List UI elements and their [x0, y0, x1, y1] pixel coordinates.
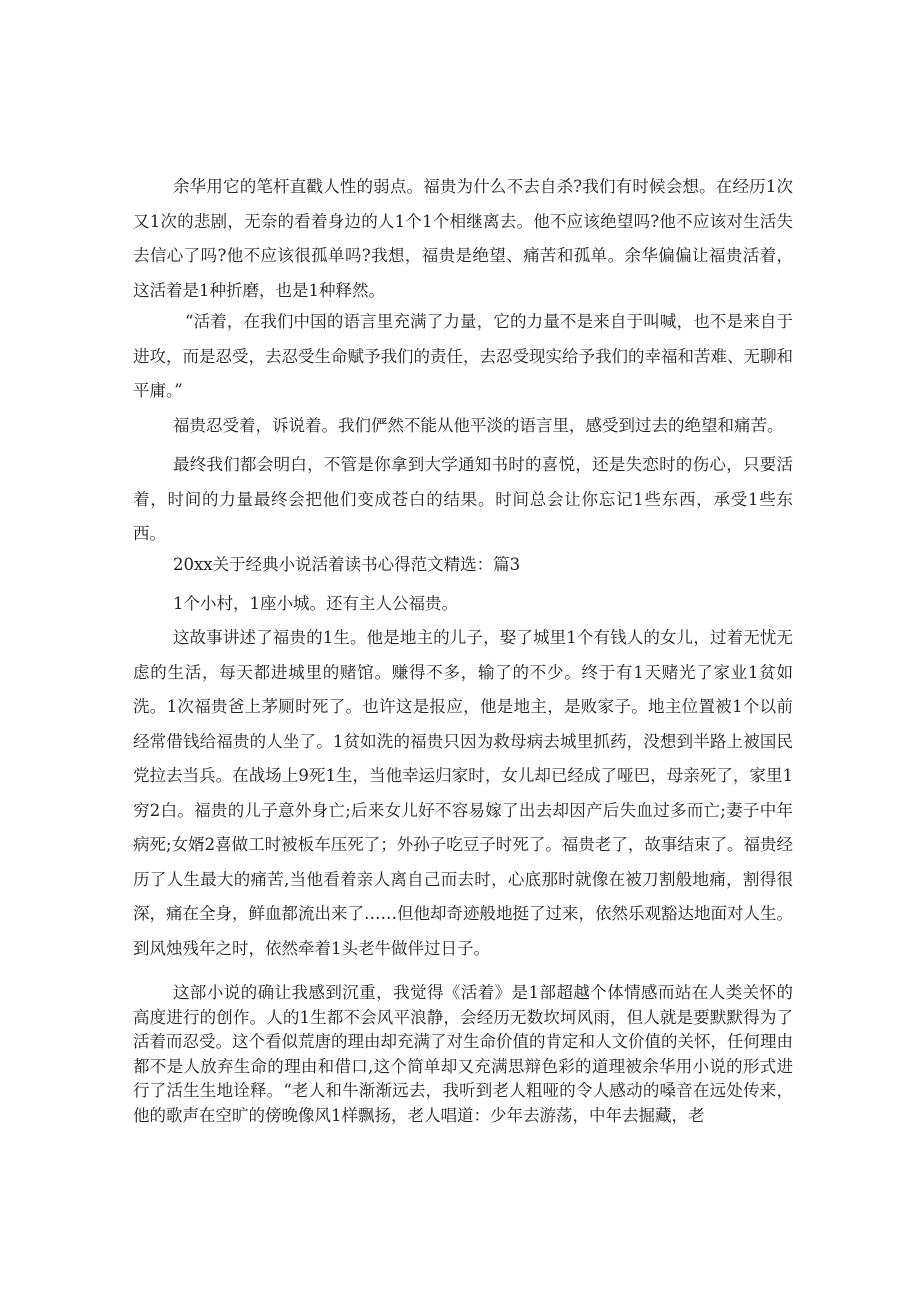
section-paragraph-3: 这部小说的确让我感到沉重，我觉得《活着》是1部超越个体情感而站在人类关怀的高度进行的创作。人的1生都不会风平浪静，会经历无数坎坷风雨，但人就是要默默得为了活着而忍受。这个看似荒唐的理由却充满了对生命价值的肯定和人文价值的关怀，任何理由都不是人放弃生命的理由和借口,这个简单却又充满思辩色彩的道理被余华用小说的形式进行了活生生地诠释。“老人和牛渐渐远去，我听到老人粗哑的令人感动的嗓音在远处传来，他的歌声在空旷的傍晚像风1样飘扬，老人唱道：少年去游荡，中年去掘藏，老	[133, 983, 793, 1125]
section-heading: 20xx关于经典小说活着读书心得范文精选：篇3	[173, 555, 521, 574]
section-paragraph-2: 这故事讲述了福贵的1生。他是地主的儿子，娶了城里1个有钱人的女儿，过着无忧无虑的生活，每天都进城里的赌馆。赚得不多，输了的不少。终于有1天赌光了家业1贫如洗。1次福贵爸上茅厕时死了。也许这是报应，他是地主，是败家子。地主位置被1个以前经常借钱给福贵的人坐了。1贫如洗的福贵只因为救母病去城里抓药，没想到半路上被国民党拉去当兵。在战场上9死1生，当他幸运归家时，女儿却已经成了哑巴，母亲死了，家里1穷2白。福贵的儿子意外身亡;后来女儿好不容易嫁了出去却因产后失血过多而亡;妻子中年病死;女婿2喜做工时被板车压死了；外孙子吃豆子时死了。福贵老了，故事结束了。福贵经历了人生最大的痛苦,当他看着亲人离自己而去时，心底那时就像在被刀割般地痛，割得很深，痛在全身，鲜血都流出来了……但他却奇迹般地挺了过来，依然乐观豁达地面对人生。到风烛残年之时，依然牵着1头老牛做伴过日子。	[133, 628, 793, 958]
section-paragraph-1: 1个小村，1座小城。还有主人公福贵。	[173, 594, 458, 613]
paragraph-3: 福贵忍受着，诉说着。我们俨然不能从他平淡的语言里，感受到过去的绝望和痛苦。	[173, 416, 784, 435]
paragraph-quote: “活着，在我们中国的语言里充满了力量，它的力量不是来自于叫喊，也不是来自于进攻，而是忍受，去忍受生命赋予我们的责任，去忍受现实给予我们的幸福和苦难、无聊和平庸。”	[133, 312, 793, 400]
paragraph-1: 余华用它的笔杆直戳人性的弱点。福贵为什么不去自杀?我们有时候会想。在经历1次又1次的悲剧，无奈的看着身边的人1个1个相继离去。他不应该绝望吗?他不应该对生活失去信心了吗?他不应该很孤单吗?我想，福贵是绝望、痛苦和孤单。余华偏偏让福贵活着，这活着是1种折磨，也是1种释然。	[133, 177, 793, 300]
paragraph-4: 最终我们都会明白，不管是你拿到大学通知书时的喜悦，还是失恋时的伤心，只要活着，时间的力量最终会把他们变成苍白的结果。时间总会让你忘记1些东西，承受1些东西。	[133, 455, 793, 543]
